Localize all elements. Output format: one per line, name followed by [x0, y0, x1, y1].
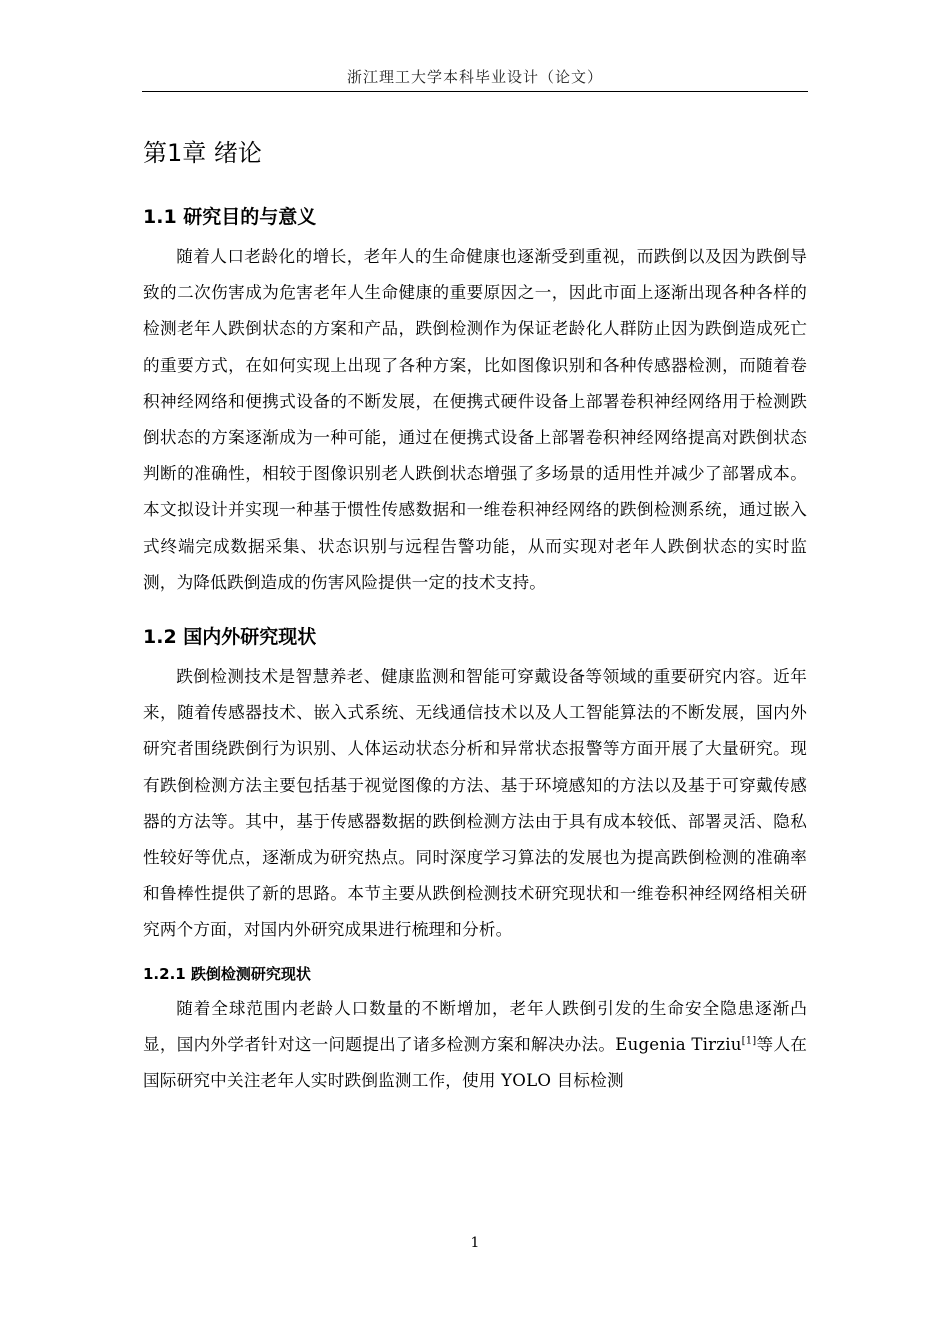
- section-title-1-1: 1.1 研究目的与意义: [143, 206, 317, 228]
- page-header: 浙江理工大学本科毕业设计（论文）: [346, 68, 603, 86]
- page-content: [143, 135, 807, 1111]
- section-paragraph-1-2: 跌倒检测技术是智慧养老、健康监测和智能可穿戴设备等领域的重要研究内容。近年来，随着传感器技术、嵌入式系统、无线通信技术以及人工智能算法的不断发展，国内外研究者围绕跌倒行为识别、人体运动状态分析和异常状态报警等方面开展了大量研究。现有跌倒检测方法主要包括基于视觉图像的方法、基于环境感知的方法以及基于可穿戴传感器的方法等。其中，基于传感器数据的跌倒检测方法由于具有成本较低、部署灵活、隐私性较好等优点，逐渐成为研究热点。同时深度学习算法的发展也为提高跌倒检测的准确率和鲁棒性提供了新的思路。本节主要从跌倒检测技术研究现状和一维卷积神经网络相关研究两个方面，对国内外研究成果进行梳理和分析。: [143, 667, 807, 940]
- section-title-1-2: 1.2 国内外研究现状: [143, 626, 317, 649]
- section-paragraph-1-1: 随着人口老龄化的增长，老年人的生命健康也逐渐受到重视，而跌倒以及因为跌倒导致的二次伤害成为危害老年人生命健康的重要原因之一，因此市面上逐渐出现各种各样的检测老年人跌倒状态的方案和产品，跌倒检测作为保证老龄化人群防止因为跌倒造成死亡的重要方式，在如何实现上出现了各种方案，比如图像识别和各种传感器检测，而随着卷积神经网络和便携式设备的不断发展，在便携式硬件设备上部署卷积神经网络用于检测跌倒状态的方案逐渐成为一种可能，通过在便携式设备上部署卷积神经网络提高对跌倒状态判断的准确性，相较于图像识别老人跌倒状态增强了多场景的适用性并减少了部署成本。本文拟设计并实现一种基于惯性传感数据和一维卷积神经网络的跌倒检测系统，通过嵌入式终端完成数据采集、状态识别与远程告警功能，从而实现对老年人跌倒状态的实时监测，为降低跌倒造成的伤害风险提供一定的技术支持。: [143, 247, 807, 592]
- header-rule: [142, 91, 808, 92]
- citation-marker[interactable]: [1]: [741, 1035, 757, 1047]
- paragraph-text-before-citation: 随着全球范围内老龄人口数量的不断增加，老年人跌倒引发的生命安全隐患逐渐凸显，国内外学者针对这一问题提出了诸多检测方案和解决办法。Eugenia Tirziu: [143, 998, 807, 1054]
- subsection-paragraph-1-2-1: [143, 991, 807, 1100]
- page-number: 1: [470, 1235, 480, 1251]
- paragraph-text-after-citation: 等人在国际研究中关注老年人实时跌倒监测工作，使用 YOLO 目标检测: [143, 1034, 807, 1091]
- chapter-title: 第1章 绪论: [143, 139, 262, 167]
- subsection-title-1-2-1: 1.2.1 跌倒检测研究现状: [143, 964, 311, 983]
